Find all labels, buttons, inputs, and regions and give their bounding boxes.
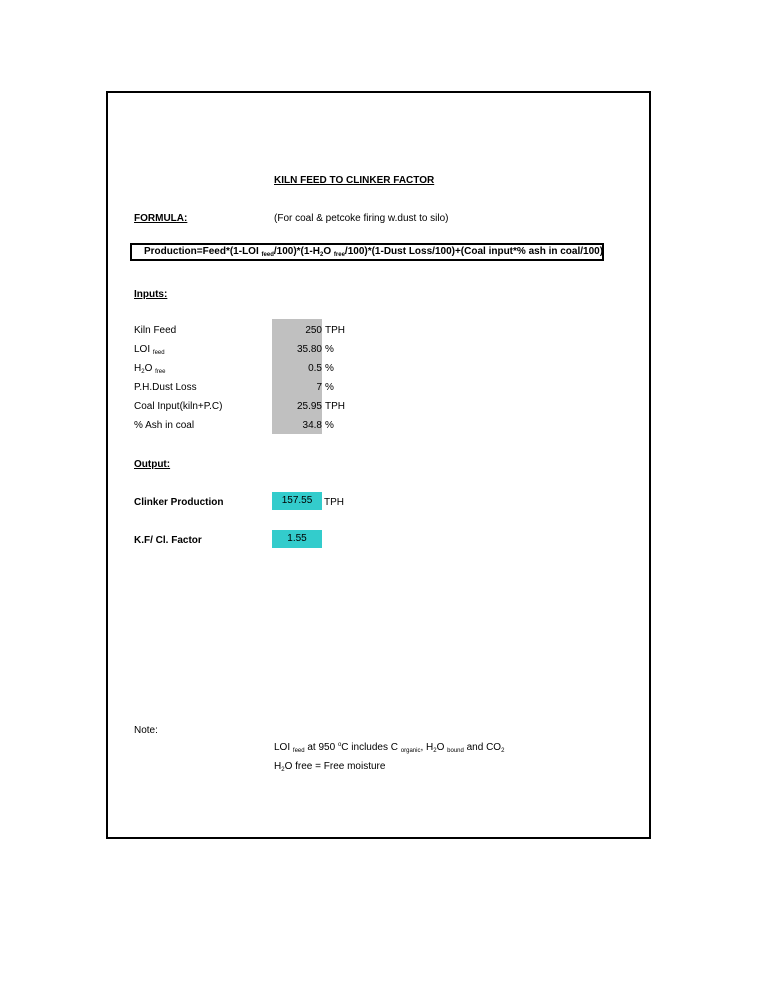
input-row-h2o bbox=[134, 359, 374, 378]
input-unit: % bbox=[325, 382, 334, 393]
kf-factor-label: K.F/ Cl. Factor bbox=[134, 535, 202, 546]
input-unit: % bbox=[325, 420, 334, 431]
note-text: O bbox=[436, 742, 448, 753]
h2-sub: 2 bbox=[141, 369, 145, 375]
formula-note: (For coal & petcoke firing w.dust to silo) bbox=[274, 213, 449, 224]
input-unit: TPH bbox=[325, 401, 345, 412]
note-sub: bound bbox=[447, 748, 464, 754]
loi-sub: feed bbox=[152, 350, 165, 356]
input-label bbox=[134, 359, 165, 378]
note-text: and CO bbox=[463, 742, 502, 753]
input-row-loi bbox=[134, 340, 374, 359]
input-unit: TPH bbox=[325, 325, 345, 336]
note-text: H bbox=[274, 761, 282, 772]
input-label: P.H.Dust Loss bbox=[134, 382, 197, 393]
formula-sub-free: free bbox=[333, 252, 345, 258]
formula-sub-2: 2 bbox=[320, 252, 324, 258]
input-value[interactable]: 25.95 bbox=[296, 401, 322, 412]
note-sub: 2 bbox=[281, 767, 285, 773]
loi-text: LOI bbox=[134, 344, 151, 355]
input-row-kiln-feed bbox=[134, 321, 374, 340]
note-sub: organic bbox=[400, 748, 421, 754]
note-text: , H bbox=[420, 742, 434, 753]
clinker-production-label: Clinker Production bbox=[134, 497, 224, 508]
degree-sup: o bbox=[337, 742, 342, 748]
formula-label: FORMULA: bbox=[134, 213, 188, 224]
free-sub: free bbox=[155, 369, 166, 375]
input-value[interactable]: 250 bbox=[305, 325, 322, 336]
formula-text-4: /100)*(1-Dust Loss/100)+(Coal input*% ash in coal/100) bbox=[344, 246, 604, 257]
clinker-production-value[interactable]: 157.55 bbox=[272, 492, 322, 510]
inputs-heading: Inputs: bbox=[134, 289, 168, 300]
input-row-dust-loss bbox=[134, 378, 374, 397]
note-sub: feed bbox=[292, 748, 305, 754]
page-title: KILN FEED TO CLINKER FACTOR bbox=[274, 175, 435, 186]
note-sub: 2 bbox=[433, 748, 437, 754]
note-text: C includes C bbox=[341, 742, 401, 753]
input-value[interactable]: 7 bbox=[316, 382, 322, 393]
input-row-coal-input bbox=[134, 397, 374, 416]
formula-text-2: /100)*(1-H bbox=[273, 246, 320, 257]
note-sub: 2 bbox=[501, 748, 505, 754]
input-row-ash bbox=[134, 416, 374, 435]
note-line-2 bbox=[274, 761, 385, 773]
spreadsheet-page bbox=[106, 91, 651, 839]
formula-text-1: Production=Feed*(1-LOI bbox=[144, 246, 262, 257]
formula-sub-feed: feed bbox=[261, 252, 274, 258]
input-value[interactable]: 34.8 bbox=[302, 420, 322, 431]
input-label: Kiln Feed bbox=[134, 325, 177, 336]
input-unit: % bbox=[325, 363, 334, 374]
note-label: Note: bbox=[134, 725, 158, 736]
input-label: Coal Input(kiln+P.C) bbox=[134, 401, 223, 412]
note-text: LOI bbox=[274, 742, 293, 753]
o-text: O bbox=[144, 363, 153, 374]
h-text: H bbox=[134, 363, 142, 374]
note-text: O free = Free moisture bbox=[284, 761, 386, 772]
input-value[interactable]: 0.5 bbox=[308, 363, 322, 374]
formula-box bbox=[130, 243, 604, 261]
clinker-production-unit: TPH bbox=[324, 497, 344, 508]
note-text: at 950 bbox=[304, 742, 338, 753]
input-unit: % bbox=[325, 344, 334, 355]
kf-factor-value[interactable]: 1.55 bbox=[272, 530, 322, 548]
input-label bbox=[134, 340, 165, 359]
formula-text-3: O bbox=[323, 246, 334, 257]
input-label: % Ash in coal bbox=[134, 420, 195, 431]
note-line-1 bbox=[274, 742, 504, 754]
output-heading: Output: bbox=[134, 459, 171, 470]
input-value[interactable]: 35.80 bbox=[296, 344, 322, 355]
